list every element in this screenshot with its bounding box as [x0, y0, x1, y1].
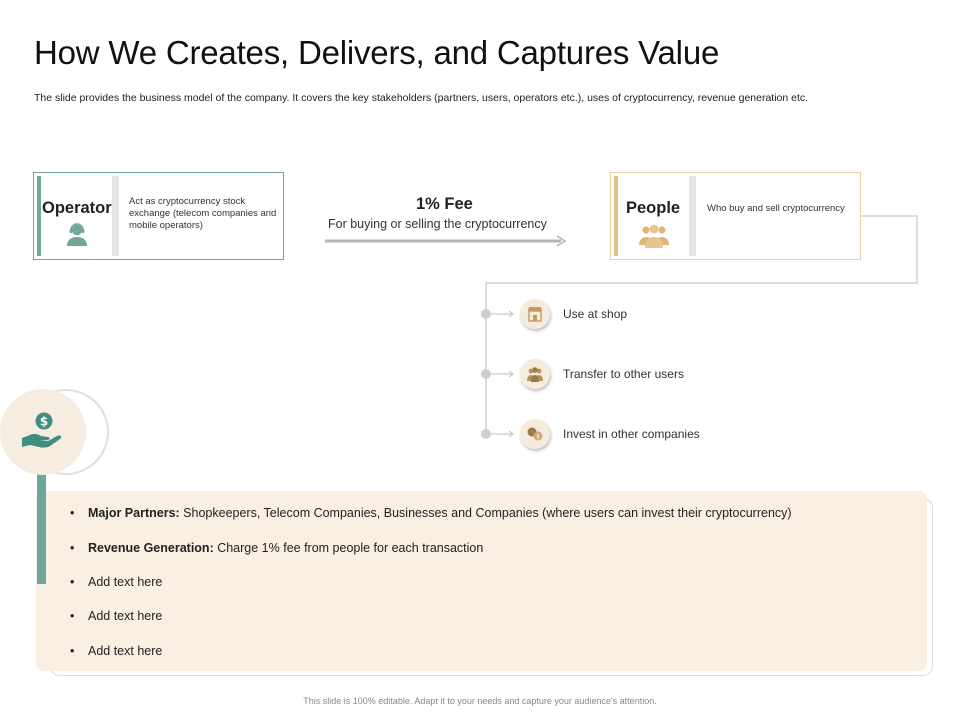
bullet-text: Add text here [88, 609, 163, 623]
hand-money-icon [20, 408, 64, 452]
page-subtitle: The slide provides the business model of the company. It covers the key stakeholders (partners, users, operators etc.), uses of cryptocurrency, revenue generation etc. [34, 92, 809, 104]
svg-text:$: $ [536, 433, 540, 441]
use-label-invest: Invest in other companies [563, 427, 700, 441]
use-label-transfer: Transfer to other users [563, 367, 684, 381]
accent-bar [37, 472, 46, 584]
operator-description: Act as cryptocurrency stock exchange (telecom companies and mobile operators) [129, 196, 277, 231]
fee-subtitle: For buying or selling the cryptocurrency [328, 217, 547, 231]
bullet-text: Shopkeepers, Telecom Companies, Businesses and Companies (where users can invest their cryptocurrency) [179, 506, 792, 520]
svg-text:$: $ [39, 414, 49, 429]
operator-headset-icon [66, 222, 88, 246]
bullet-text: Charge 1% fee from people for each transaction [213, 541, 484, 555]
bullet-bold: Major Partners: [88, 506, 180, 520]
bullet-text: Add text here [88, 644, 163, 658]
shop-icon [520, 299, 550, 329]
people-label: People [626, 199, 681, 217]
footer-note: This slide is 100% editable. Adapt it to your needs and capture your audience's attention. [303, 696, 657, 706]
users-icon [520, 359, 550, 389]
people-description: Who buy and sell cryptocurrency [707, 203, 845, 214]
coins-icon [520, 419, 550, 449]
fee-title: 1% Fee [416, 195, 473, 213]
page-title: How We Creates, Delivers, and Captures Value [34, 34, 720, 71]
operator-label: Operator [42, 199, 112, 217]
use-label-shop: Use at shop [563, 307, 628, 321]
bullet-bold: Revenue Generation: [88, 541, 214, 555]
bullet-text: Add text here [88, 575, 163, 589]
